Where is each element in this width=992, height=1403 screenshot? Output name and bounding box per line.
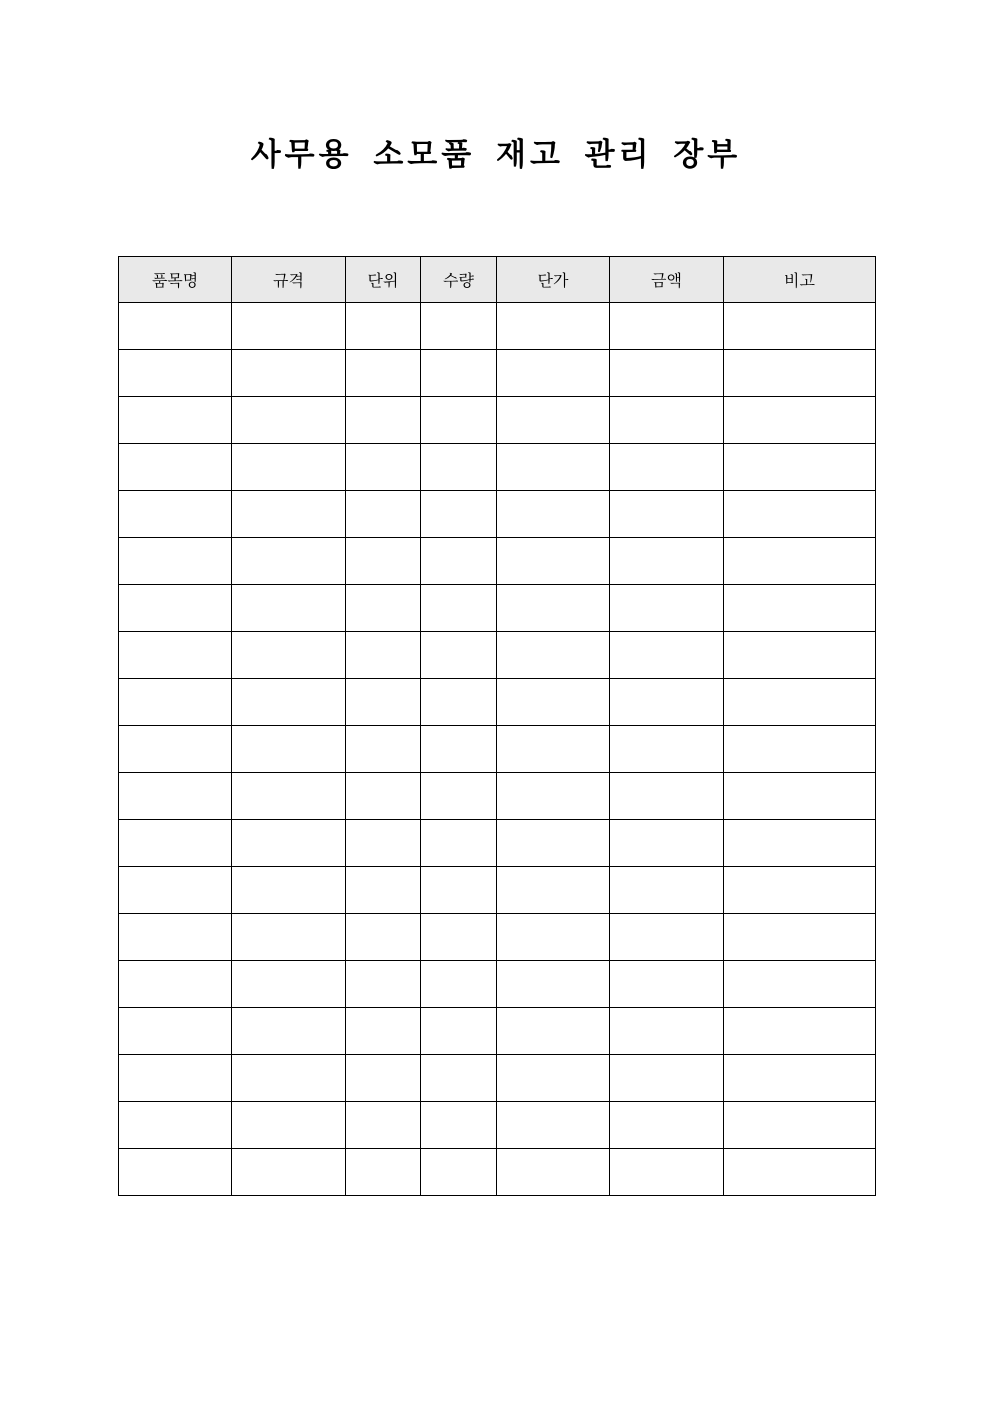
table-cell[interactable] <box>346 585 421 632</box>
table-cell[interactable] <box>232 350 346 397</box>
table-cell[interactable] <box>421 867 497 914</box>
table-cell[interactable] <box>610 1102 724 1149</box>
table-cell[interactable] <box>232 444 346 491</box>
column-header-unit-price: 단가 <box>497 257 610 303</box>
table-cell[interactable] <box>346 350 421 397</box>
table-cell[interactable] <box>421 350 497 397</box>
column-header-unit: 단위 <box>346 257 421 303</box>
table-cell[interactable] <box>610 1055 724 1102</box>
table-cell[interactable] <box>724 538 876 585</box>
table-cell[interactable] <box>497 303 610 350</box>
table-cell[interactable] <box>421 679 497 726</box>
table-cell[interactable] <box>421 397 497 444</box>
table-cell[interactable] <box>346 397 421 444</box>
table-row <box>119 632 876 679</box>
table-cell[interactable] <box>232 1149 346 1196</box>
table-cell[interactable] <box>421 820 497 867</box>
table-cell[interactable] <box>346 1102 421 1149</box>
table-cell[interactable] <box>421 1102 497 1149</box>
table-row <box>119 679 876 726</box>
table-cell[interactable] <box>724 585 876 632</box>
table-cell[interactable] <box>119 820 232 867</box>
table-cell[interactable] <box>724 961 876 1008</box>
table-cell[interactable] <box>724 1102 876 1149</box>
table-cell[interactable] <box>119 350 232 397</box>
table-cell[interactable] <box>610 585 724 632</box>
table-cell[interactable] <box>421 585 497 632</box>
table-cell[interactable] <box>232 397 346 444</box>
table-cell[interactable] <box>610 867 724 914</box>
table-row <box>119 1008 876 1055</box>
table-cell[interactable] <box>724 820 876 867</box>
table-cell[interactable] <box>610 444 724 491</box>
table-cell[interactable] <box>610 726 724 773</box>
table-cell[interactable] <box>232 585 346 632</box>
table-row <box>119 538 876 585</box>
table-cell[interactable] <box>497 1055 610 1102</box>
table-cell[interactable] <box>724 726 876 773</box>
table-cell[interactable] <box>497 397 610 444</box>
table-cell[interactable] <box>232 773 346 820</box>
table-cell[interactable] <box>497 867 610 914</box>
table-cell[interactable] <box>346 444 421 491</box>
table-row <box>119 444 876 491</box>
table-cell[interactable] <box>610 632 724 679</box>
table-cell[interactable] <box>497 350 610 397</box>
table-cell[interactable] <box>119 867 232 914</box>
table-cell[interactable] <box>232 538 346 585</box>
table-cell[interactable] <box>232 1008 346 1055</box>
column-header-amount: 금액 <box>610 257 724 303</box>
table-cell[interactable] <box>421 632 497 679</box>
table-cell[interactable] <box>232 303 346 350</box>
table-row <box>119 303 876 350</box>
table-cell[interactable] <box>232 1102 346 1149</box>
table-row <box>119 585 876 632</box>
table-cell[interactable] <box>497 961 610 1008</box>
table-row <box>119 491 876 538</box>
table-cell[interactable] <box>497 1102 610 1149</box>
table-cell[interactable] <box>119 585 232 632</box>
table-cell[interactable] <box>724 1149 876 1196</box>
column-header-item-name: 품목명 <box>119 257 232 303</box>
table-cell[interactable] <box>610 397 724 444</box>
table-cell[interactable] <box>232 726 346 773</box>
column-header-quantity: 수량 <box>421 257 497 303</box>
table-cell[interactable] <box>610 538 724 585</box>
table-cell[interactable] <box>421 773 497 820</box>
table-row <box>119 867 876 914</box>
table-row <box>119 1055 876 1102</box>
table-cell[interactable] <box>421 1055 497 1102</box>
table-cell[interactable] <box>346 961 421 1008</box>
table-cell[interactable] <box>421 726 497 773</box>
table-cell[interactable] <box>421 538 497 585</box>
table-row <box>119 726 876 773</box>
table-row <box>119 773 876 820</box>
table-row <box>119 961 876 1008</box>
table-cell[interactable] <box>610 773 724 820</box>
table-cell[interactable] <box>610 1008 724 1055</box>
table-cell[interactable] <box>119 1149 232 1196</box>
table-cell[interactable] <box>119 444 232 491</box>
table-cell[interactable] <box>497 820 610 867</box>
table-cell[interactable] <box>497 491 610 538</box>
document-title: 사무용 소모품 재고 관리 장부 <box>250 137 742 173</box>
table-cell[interactable] <box>119 1055 232 1102</box>
table-cell[interactable] <box>119 397 232 444</box>
table-cell[interactable] <box>724 867 876 914</box>
table-cell[interactable] <box>346 538 421 585</box>
table-cell[interactable] <box>421 303 497 350</box>
header-row <box>119 257 876 303</box>
table-cell[interactable] <box>421 1149 497 1196</box>
table-cell[interactable] <box>610 350 724 397</box>
table-cell[interactable] <box>497 726 610 773</box>
table-cell[interactable] <box>421 1008 497 1055</box>
table-cell[interactable] <box>346 1008 421 1055</box>
table-cell[interactable] <box>346 726 421 773</box>
column-header-remarks: 비고 <box>724 257 876 303</box>
table-cell[interactable] <box>610 961 724 1008</box>
table-cell[interactable] <box>610 1149 724 1196</box>
table-cell[interactable] <box>497 444 610 491</box>
table-cell[interactable] <box>232 632 346 679</box>
table-cell[interactable] <box>119 1102 232 1149</box>
table-cell[interactable] <box>724 1055 876 1102</box>
table-cell[interactable] <box>119 632 232 679</box>
table-cell[interactable] <box>346 1149 421 1196</box>
table-cell[interactable] <box>421 491 497 538</box>
table-row <box>119 350 876 397</box>
table-cell[interactable] <box>119 961 232 1008</box>
table-cell[interactable] <box>346 632 421 679</box>
table-cell[interactable] <box>421 444 497 491</box>
table-cell[interactable] <box>497 1008 610 1055</box>
table-row <box>119 914 876 961</box>
table-cell[interactable] <box>119 679 232 726</box>
table-cell[interactable] <box>610 491 724 538</box>
table-cell[interactable] <box>119 726 232 773</box>
table-cell[interactable] <box>346 303 421 350</box>
ledger-body <box>119 303 876 1196</box>
table-cell[interactable] <box>346 820 421 867</box>
table-cell[interactable] <box>610 303 724 350</box>
table-cell[interactable] <box>232 491 346 538</box>
table-cell[interactable] <box>610 914 724 961</box>
table-cell[interactable] <box>346 1055 421 1102</box>
table-cell[interactable] <box>497 632 610 679</box>
table-cell[interactable] <box>724 303 876 350</box>
table-cell[interactable] <box>119 914 232 961</box>
table-cell[interactable] <box>119 538 232 585</box>
table-cell[interactable] <box>346 867 421 914</box>
table-cell[interactable] <box>232 820 346 867</box>
table-cell[interactable] <box>610 679 724 726</box>
table-cell[interactable] <box>724 632 876 679</box>
table-cell[interactable] <box>610 820 724 867</box>
table-cell[interactable] <box>724 679 876 726</box>
table-cell[interactable] <box>421 961 497 1008</box>
table-cell[interactable] <box>119 1008 232 1055</box>
table-row <box>119 1102 876 1149</box>
table-cell[interactable] <box>119 303 232 350</box>
table-cell[interactable] <box>724 1008 876 1055</box>
table-row <box>119 1149 876 1196</box>
table-cell[interactable] <box>232 867 346 914</box>
table-cell[interactable] <box>497 679 610 726</box>
table-cell[interactable] <box>346 914 421 961</box>
table-cell[interactable] <box>724 914 876 961</box>
table-cell[interactable] <box>232 679 346 726</box>
table-cell[interactable] <box>724 397 876 444</box>
table-cell[interactable] <box>497 585 610 632</box>
table-cell[interactable] <box>346 491 421 538</box>
table-cell[interactable] <box>497 773 610 820</box>
table-cell[interactable] <box>724 773 876 820</box>
table-row <box>119 820 876 867</box>
table-cell[interactable] <box>724 350 876 397</box>
table-cell[interactable] <box>497 914 610 961</box>
table-cell[interactable] <box>232 914 346 961</box>
inventory-ledger-table <box>118 256 876 1196</box>
table-cell[interactable] <box>724 491 876 538</box>
table-cell[interactable] <box>724 444 876 491</box>
table-cell[interactable] <box>232 1055 346 1102</box>
column-header-spec: 규격 <box>232 257 346 303</box>
table-cell[interactable] <box>421 914 497 961</box>
table-cell[interactable] <box>497 1149 610 1196</box>
table-cell[interactable] <box>232 961 346 1008</box>
table-cell[interactable] <box>497 538 610 585</box>
table-cell[interactable] <box>119 491 232 538</box>
table-cell[interactable] <box>346 773 421 820</box>
table-cell[interactable] <box>119 773 232 820</box>
table-row <box>119 397 876 444</box>
table-cell[interactable] <box>346 679 421 726</box>
